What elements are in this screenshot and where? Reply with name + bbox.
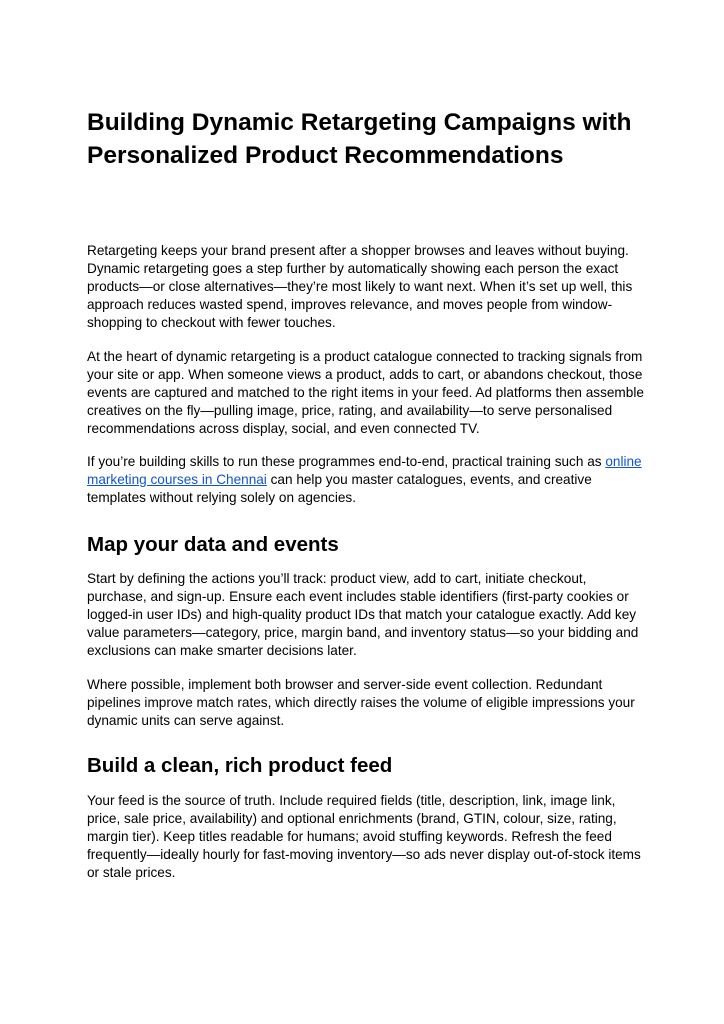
intro-paragraph-1: Retargeting keeps your brand present after a shopper browses and leaves without buying. Dynamic retargeting goes a step further by automatically showing each person the exact products—or close alternatives—they’re most likely to want next. When it’s set up well, this approach reduces wasted spend, improves relevance, and moves people from window-shopping to checkout with fewer touches. — [87, 243, 633, 330]
section1-paragraph-1: Start by defining the actions you’ll track: product view, add to cart, initiate checkout, purchase, and sign-up. Ensure each event includes stable identifiers (first-party cookies or logged-in user IDs) and high-quality product IDs that match your catalogue exactly. Add key value parameters—category, price, margin band, and inventory status—so your bidding and exclusions can make smarter decisions later. — [87, 571, 639, 658]
section-heading-product-feed: Build a clean, rich product feed — [87, 754, 393, 777]
section1-paragraph-2: Where possible, implement both browser and server-side event collection. Redundant pipelines improve match rates, which directly raises the volume of eligible impressions your dynamic units can serve against. — [87, 677, 635, 728]
section-heading-map-data: Map your data and events — [87, 533, 339, 556]
online-marketing-courses-link[interactable]: online marketing courses in Chennai — [87, 454, 642, 487]
training-text-before-link: If you’re building skills to run these programmes end-to-end, practical training such as — [87, 454, 606, 469]
training-paragraph — [87, 453, 645, 507]
training-text-after-link: can help you master catalogues, events, and creative templates without relying solely on agencies. — [87, 472, 592, 505]
section2-paragraph-1: Your feed is the source of truth. Include required fields (title, description, link, image link, price, sale price, availability) and optional enrichments (brand, GTIN, colour, size, rating, margin tier). Keep titles readable for humans; avoid stuffing keywords. Refresh the feed frequently—ideally hourly for fast-moving inventory—so ads never display out-of-stock items or stale prices. — [87, 793, 641, 880]
intro-paragraph-2: At the heart of dynamic retargeting is a product catalogue connected to tracking signals from your site or app. When someone views a product, adds to cart, or abandons checkout, those events are captured and matched to the right items in your feed. Ad platforms then assemble creatives on the fly—pulling image, price, rating, and availability—to serve personalised recommendations across display, social, and even connected TV. — [87, 349, 644, 436]
document-title: Building Dynamic Retargeting Campaigns with Personalized Product Recommendations — [87, 109, 632, 169]
